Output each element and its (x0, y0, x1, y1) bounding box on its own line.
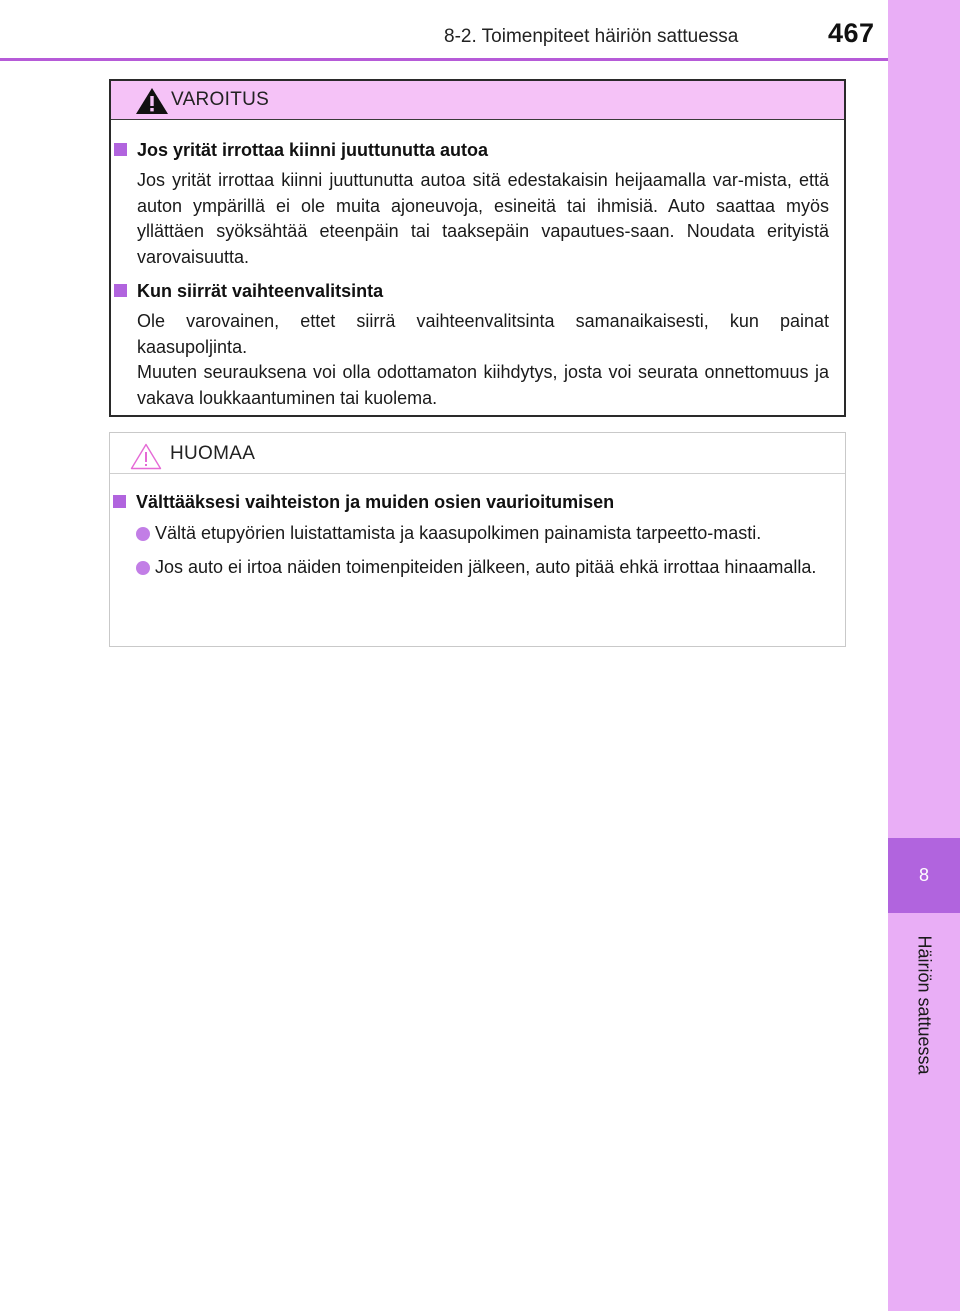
notice-label: HUOMAA (170, 443, 256, 464)
notice-box (109, 432, 846, 647)
warning-triangle-icon (135, 87, 169, 115)
circle-bullet-icon (136, 527, 150, 541)
list-item: Jos auto ei irtoa näiden toimenpiteiden jälkeen, auto pitää ehkä irrottaa hinaamalla. (136, 555, 830, 581)
chapter-label: Häiriön sattuessa (914, 935, 935, 1075)
warning-section-1 (111, 137, 844, 271)
caution-triangle-icon (130, 443, 162, 470)
section-heading: Jos yrität irrottaa kiinni juuttunutta autoa (137, 137, 829, 163)
square-bullet-icon (113, 495, 126, 508)
chapter-side-tab (888, 0, 960, 1311)
circle-bullet-icon (136, 561, 150, 575)
warning-section-2 (111, 278, 844, 412)
section-title: 8-2. Toimenpiteet häiriön sattuessa (444, 26, 739, 47)
paragraph: Jos yrität irrottaa kiinni juuttunutta autoa sitä edestakaisin heijaamalla var-mista, että auton ympärillä ei ole muita ajoneuvoja, esineitä tai ihmisiä. Auto saattaa myös yllättäen syöksähtää eteenpäin tai taaksepäin vapautues-saan. Noudata erityistä varovaisuutta. (137, 170, 829, 268)
warning-box (109, 79, 846, 417)
paragraph: Ole varovainen, ettet siirrä vaihteenvalitsinta samanaikaisesti, kun painat kaasupoljinta. (137, 310, 829, 357)
notice-header (110, 433, 845, 474)
chapter-number-box (888, 838, 960, 913)
header-divider (0, 58, 888, 61)
section-heading: Kun siirrät vaihteenvalitsinta (137, 278, 829, 304)
section-heading: Välttääksesi vaihteiston ja muiden osien vaurioitumisen (136, 489, 830, 515)
paragraph: Muuten seurauksena voi olla odottamaton kiihdytys, josta voi seurata onnettomuus ja vakava loukkaantuminen tai kuolema. (137, 362, 829, 408)
notice-section (110, 489, 845, 580)
chapter-number: 8 (918, 865, 929, 885)
warning-header (111, 81, 844, 120)
list-item: Vältä etupyörien luistattamista ja kaasupolkimen painamista tarpeetto-masti. (136, 521, 830, 547)
square-bullet-icon (114, 284, 127, 297)
warning-label: VAROITUS (171, 89, 270, 110)
page-number: 467 (828, 18, 875, 48)
square-bullet-icon (114, 143, 127, 156)
